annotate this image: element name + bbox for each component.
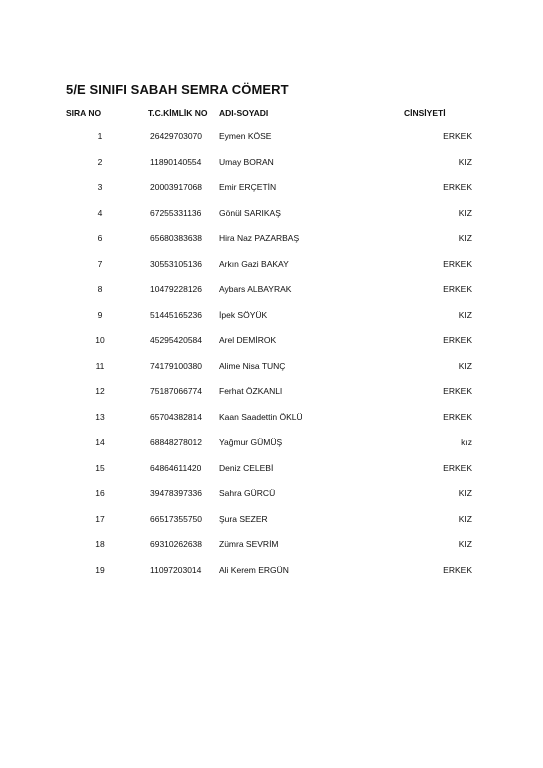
row-tc-kimlik-no: 69310262638 [150,539,203,549]
header-sira-no: SIRA NO [66,108,102,118]
row-cinsiyeti: ERKEK [443,462,472,473]
row-tc-kimlik-no: 68848278012 [150,437,203,447]
table-row [0,131,543,157]
row-adi-soyadi: Kaan Saadettin ÖKLÜ [219,411,303,422]
row-number: 4 [97,207,103,218]
row-adi-soyadi: Emir ERÇETİN [219,182,277,192]
row-number: 14 [95,437,105,447]
row-tc-kimlik-no: 67255331136 [150,207,202,218]
table-row [0,514,543,540]
row-adi-soyadi: Ali Kerem ERGÜN [219,564,289,575]
row-number: 9 [97,309,103,320]
row-tc-kimlik-no: 39478397336 [150,488,203,498]
row-cinsiyeti: KIZ [458,309,472,320]
header-tc-kimlik-no: T.C.KİMLİK NO [148,108,208,118]
table-row [0,565,543,591]
row-cinsiyeti: ERKEK [443,335,472,345]
row-cinsiyeti: ERKEK [443,131,472,141]
row-number: 7 [97,258,103,269]
table-row [0,437,543,463]
row-cinsiyeti: KIZ [458,233,472,243]
student-table [0,131,543,590]
row-adi-soyadi: Zümra SEVRİM [219,539,279,549]
row-number: 18 [95,539,105,549]
row-adi-soyadi: İpek SÖYÜK [219,309,268,320]
row-tc-kimlik-no: 11097203014 [150,564,202,575]
row-number: 19 [95,564,105,575]
row-cinsiyeti: KIZ [458,156,472,167]
table-row [0,310,543,336]
header-cinsiyeti: CİNSİYETİ [404,108,446,118]
row-number: 2 [97,156,103,167]
row-cinsiyeti: ERKEK [443,182,472,192]
table-row [0,182,543,208]
row-adi-soyadi: Aybars ALBAYRAK [219,284,292,294]
row-adi-soyadi: Eymen KÖSE [219,131,272,141]
table-row [0,233,543,259]
row-number: 12 [95,386,105,396]
row-tc-kimlik-no: 74179100380 [150,360,203,371]
table-row [0,361,543,387]
row-cinsiyeti: ERKEK [443,386,472,396]
header-adi-soyadi: ADI-SOYADI [219,108,269,118]
row-tc-kimlik-no: 30553105136 [150,258,203,269]
table-row [0,488,543,514]
row-adi-soyadi: Deniz CELEBİ [219,462,274,473]
row-cinsiyeti: ERKEK [443,411,472,422]
table-row [0,412,543,438]
table-row [0,157,543,183]
row-number: 11 [95,360,105,371]
row-adi-soyadi: Gönül SARIKAŞ [219,207,281,218]
table-row [0,463,543,489]
row-cinsiyeti: KIZ [458,488,472,498]
row-tc-kimlik-no: 75187066774 [150,386,203,396]
document-title: 5/E SINIFI SABAH SEMRA CÖMERT [66,82,289,97]
row-adi-soyadi: Yağmur GÜMÜŞ [219,437,283,447]
table-header [0,108,543,122]
row-cinsiyeti: KIZ [458,360,472,371]
table-row [0,539,543,565]
table-row [0,284,543,310]
row-tc-kimlik-no: 51445165236 [150,309,203,320]
row-number: 17 [95,513,105,524]
row-number: 3 [97,182,103,192]
row-number: 16 [95,488,105,498]
row-adi-soyadi: Alime Nisa TUNÇ [219,360,286,371]
row-cinsiyeti: ERKEK [443,564,472,575]
row-number: 15 [95,462,105,473]
row-cinsiyeti: ERKEK [443,284,472,294]
row-tc-kimlik-no: 20003917068 [150,182,203,192]
row-number: 10 [95,335,105,345]
row-tc-kimlik-no: 10479228126 [150,284,203,294]
row-cinsiyeti: ERKEK [443,258,472,269]
row-tc-kimlik-no: 64864611420 [150,462,202,473]
row-cinsiyeti: KIZ [458,539,472,549]
row-number: 13 [95,411,105,422]
row-adi-soyadi: Umay BORAN [219,156,274,167]
row-adi-soyadi: Ferhat ÖZKANLI [219,386,283,396]
row-cinsiyeti: kız [461,437,472,447]
row-number: 1 [97,131,103,141]
table-row [0,259,543,285]
row-adi-soyadi: Arel DEMİROK [219,335,277,345]
row-tc-kimlik-no: 66517355750 [150,513,203,524]
row-adi-soyadi: Arkın Gazi BAKAY [219,258,289,269]
row-tc-kimlik-no: 26429703070 [150,131,203,141]
row-tc-kimlik-no: 11890140554 [150,156,202,167]
table-row [0,386,543,412]
row-cinsiyeti: KIZ [458,207,472,218]
row-number: 8 [97,284,103,294]
row-number: 6 [97,233,103,243]
table-row [0,335,543,361]
row-tc-kimlik-no: 65680383638 [150,233,203,243]
row-adi-soyadi: Şura SEZER [219,513,268,524]
row-tc-kimlik-no: 45295420584 [150,335,203,345]
row-adi-soyadi: Sahra GÜRCÜ [219,488,276,498]
table-row [0,208,543,234]
row-tc-kimlik-no: 65704382814 [150,411,203,422]
row-cinsiyeti: KIZ [458,513,472,524]
row-adi-soyadi: Hira Naz PAZARBAŞ [219,233,300,243]
